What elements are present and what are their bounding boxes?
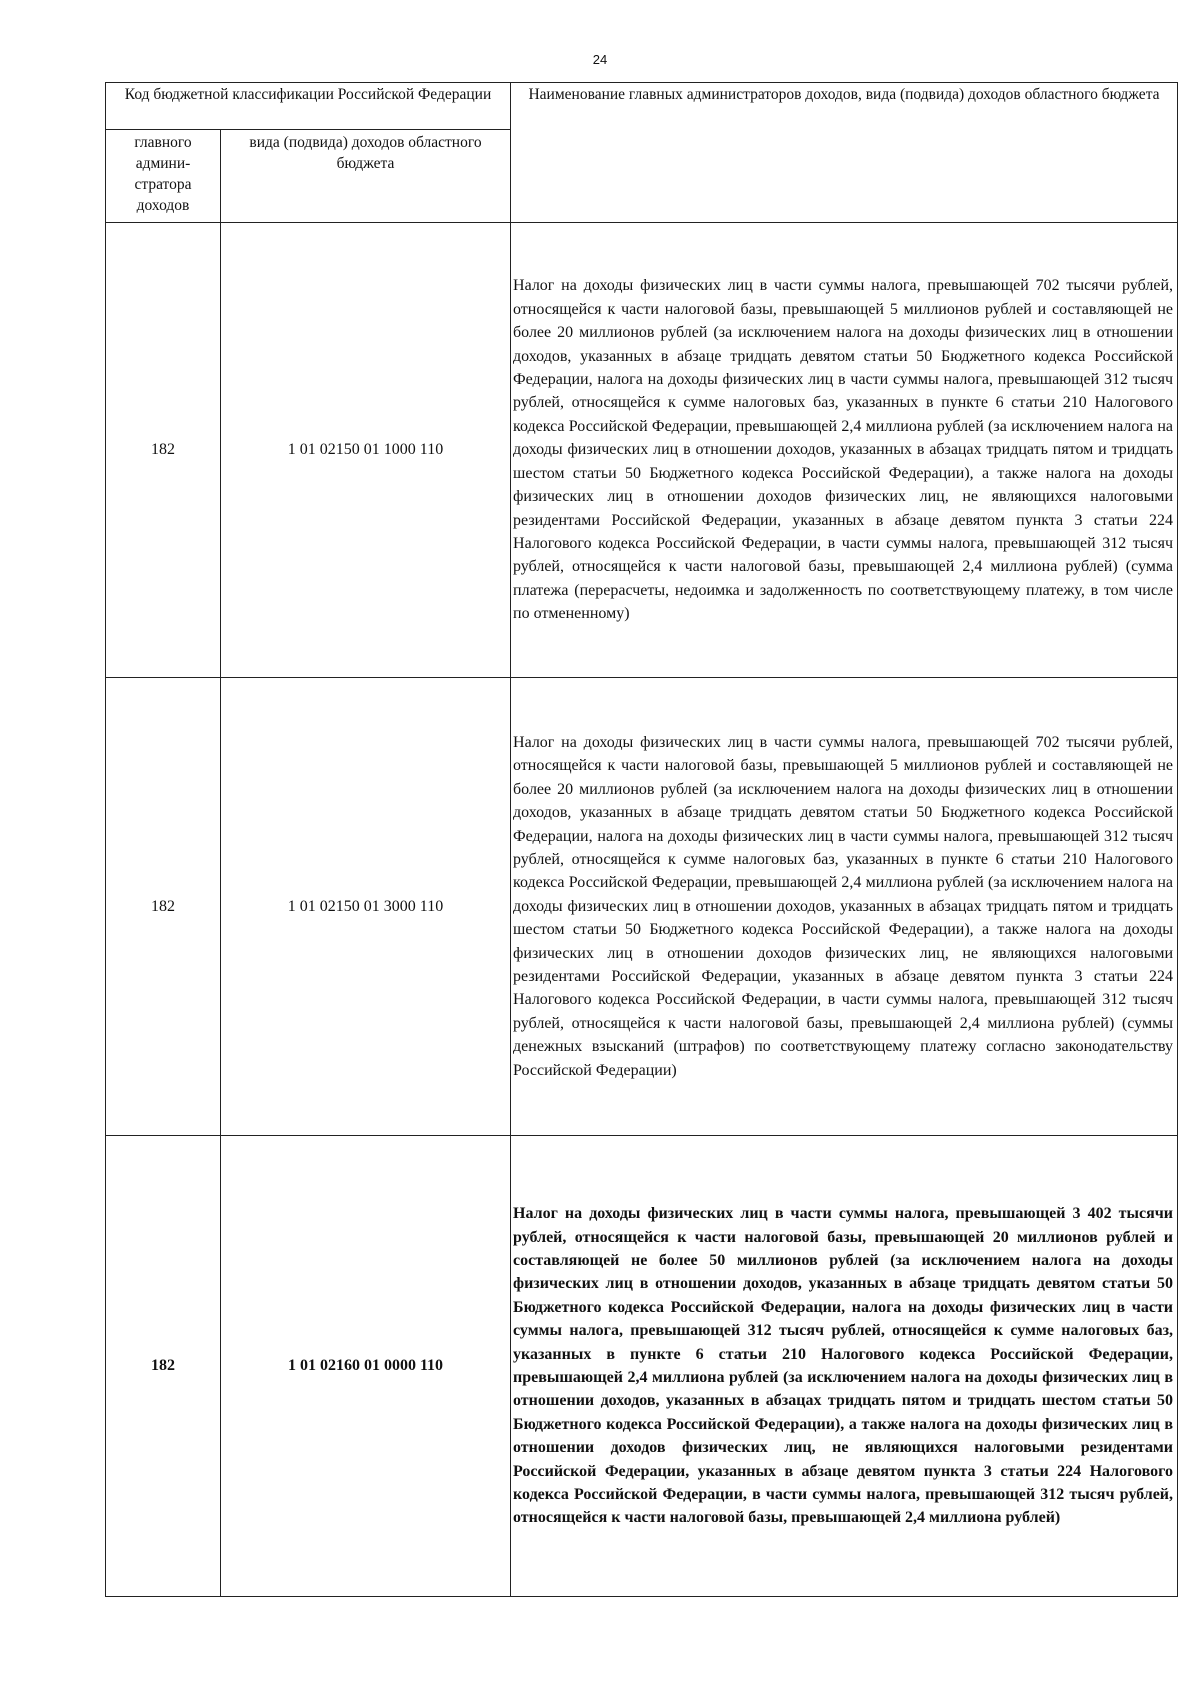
- admin-column-header: главного админи-стратора доходов: [106, 130, 221, 223]
- admin-code-cell: 182: [106, 223, 221, 678]
- income-code-cell: 1 01 02150 01 3000 110: [221, 678, 511, 1136]
- description-text: Налог на доходы физических лиц в части суммы налога, превышающей 702 тысячи рублей, относящейся к части налоговой базы, превышающей 5 миллионов рублей и составляющей не более 20 миллионов рублей (за исключением налога на доходы физических лиц в отношении доходов, указанных в абзаце тридцать девятом статьи 50 Бюджетного кодекса Российской Федерации, налога на доходы физических лиц в части суммы налога, превышающей 312 тысяч рублей, относящейся к сумме налоговых баз, указанных в пункте 6 статьи 210 Налогового кодекса Российской Федерации, превышающей 2,4 миллиона рублей (за исключением налога на доходы физических лиц в отношении доходов, указанных в абзацах тридцать пятом и тридцать шестом статьи 50 Бюджетного кодекса Российской Федерации), а также налога на доходы физических лиц в отношении доходов физических лиц, не являющихся налоговыми резидентами Российской Федерации, указанных в абзаце девятом пункта 3 статьи 224 Налогового кодекса Российской Федерации, в части суммы налога, превышающей 312 тысяч рублей, относящейся к части налоговой базы, превышающей 2,4 миллиона рублей) (сумма платежа (перерасчеты, недоимка и задолженность по соответствующему платежу, в том числе по отмененному): [513, 277, 1174, 623]
- table-row: [106, 223, 1178, 678]
- type-column-header: вида (подвида) доходов областного бюджета: [221, 130, 511, 223]
- table-row: [106, 678, 1178, 1136]
- table-row: [106, 1136, 1178, 1597]
- name-column-header: Наименование главных администраторов доходов, вида (подвида) доходов областного бюджета: [511, 83, 1178, 223]
- admin-code-cell: 182: [106, 1136, 221, 1597]
- description-cell: [511, 1136, 1178, 1597]
- budget-classification-table: [105, 82, 1178, 1597]
- code-group-header: Код бюджетной классификации Российской Федерации: [106, 83, 511, 130]
- income-code-cell: 1 01 02160 01 0000 110: [221, 1136, 511, 1597]
- description-cell: [511, 678, 1178, 1136]
- income-code-cell: 1 01 02150 01 1000 110: [221, 223, 511, 678]
- header-row-top: [106, 83, 1178, 130]
- page-number: 24: [592, 52, 608, 67]
- description-text: Налог на доходы физических лиц в части суммы налога, превышающей 702 тысячи рублей, относящейся к части налоговой базы, превышающей 5 миллионов рублей и составляющей не более 20 миллионов рублей (за исключением налога на доходы физических лиц в отношении доходов, указанных в абзаце тридцать девятом статьи 50 Бюджетного кодекса Российской Федерации, налога на доходы физических лиц в части суммы налога, превышающей 312 тысяч рублей, относящейся к сумме налоговых баз, указанных в пункте 6 статьи 210 Налогового кодекса Российской Федерации, превышающей 2,4 миллиона рублей (за исключением налога на доходы физических лиц в отношении доходов, указанных в абзацах тридцать пятом и тридцать шестом статьи 50 Бюджетного кодекса Российской Федерации), а также налога на доходы физических лиц в отношении доходов физических лиц, не являющихся налоговыми резидентами Российской Федерации, указанных в абзаце девятом пункта 3 статьи 224 Налогового кодекса Российской Федерации, в части суммы налога, превышающей 312 тысяч рублей, относящейся к части налоговой базы, превышающей 2,4 миллиона рублей) (суммы денежных взысканий (штрафов) по соответствующему платежу согласно законодательству Российской Федерации): [513, 733, 1174, 1079]
- description-cell: [511, 223, 1178, 678]
- description-text: Налог на доходы физических лиц в части суммы налога, превышающей 3 402 тысячи рублей, относящейся к части налоговой базы, превышающей 20 миллионов рублей и составляющей не более 50 миллионов рублей (за исключением налога на доходы физических лиц в отношении доходов, указанных в абзаце тридцать девятом статьи 50 Бюджетного кодекса Российской Федерации, налога на доходы физических лиц в части суммы налога, превышающей 312 тысяч рублей, относящейся к сумме налоговых баз, указанных в пункте 6 статьи 210 Налогового кодекса Российской Федерации, превышающей 2,4 миллиона рублей (за исключением налога на доходы физических лиц в отношении доходов, указанных в абзацах тридцать пятом и тридцать шестом статьи 50 Бюджетного кодекса Российской Федерации), а также налога на доходы физических лиц в отношении доходов физических лиц, не являющихся налоговыми резидентами Российской Федерации, указанных в абзаце девятом пункта 3 статьи 224 Налогового кодекса Российской Федерации, в части суммы налога, превышающей 312 тысяч рублей, относящейся к части налоговой базы, превышающей 2,4 миллиона рублей): [513, 1205, 1174, 1527]
- admin-code-cell: 182: [106, 678, 221, 1136]
